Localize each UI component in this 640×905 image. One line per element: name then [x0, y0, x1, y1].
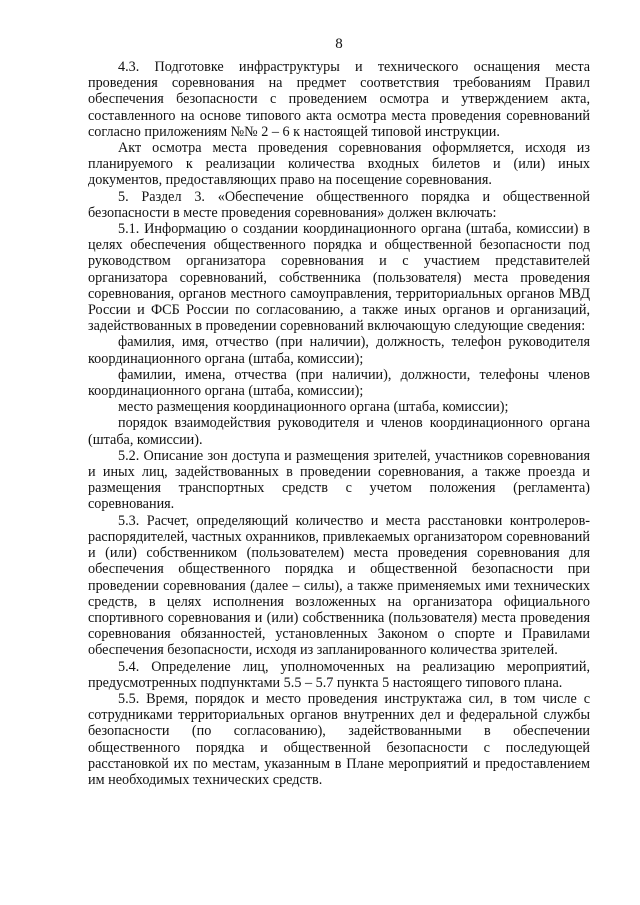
paragraph-inspection-act: Акт осмотра места проведения соревнования оформляется, исходя из планируемого к реализации количества входных билетов и (или) иных документов, предоставляющих право на посещение соревнования. — [88, 140, 590, 189]
paragraph-5: 5. Раздел 3. «Обеспечение общественного порядка и общественной безопасности в месте проведения соревнования» должен включать: — [88, 188, 590, 221]
paragraph-5-5: 5.5. Время, порядок и место проведения инструктажа сил, в том числе с сотрудниками территориальных органов внутренних дел и федеральной службы безопасности (по согласованию), задействованными в обеспечении общественного порядка и общественной безопасности с последующей расстановкой их по местам, указанным в Плане мероприятий и предоставлением им необходимых технических средств. — [88, 690, 590, 788]
paragraph-members-info: фамилии, имена, отчества (при наличии), должности, телефоны членов координационного органа (штаба, комиссии); — [88, 366, 590, 400]
paragraph-5-2: 5.2. Описание зон доступа и размещения зрителей, участников соревнования и иных лиц, задействованных в проведении соревнования, а также проезда и размещения транспортных средств с учетом положения (регламента) соревнования. — [88, 447, 590, 513]
paragraph-interaction: порядок взаимодействия руководителя и членов координационного органа (штаба, комиссии). — [88, 415, 590, 448]
page-number: 8 — [335, 36, 343, 52]
paragraph-5-1: 5.1. Информацию о создании координационного органа (штаба, комиссии) в целях обеспечения общественного порядка и общественной безопасности под руководством организатора соревнования и с участием представителей организатора соревнований, собственника (пользователя) места проведения соревнования, органов местного самоуправления, территориальных органов МВД России и ФСБ России по согласованию, а также иных органов и организаций, задействованных в проведении соревнований включающую следующие сведения: — [88, 221, 590, 335]
paragraph-5-3: 5.3. Расчет, определяющий количество и места расстановки контролеров-распорядителей, частных охранников, привлекаемых организатором соревнований и (или) собственником (пользователем) места проведения соревнования для обеспечения общественного порядка и общественной безопасности при проведении соревнования (далее – силы), а также применяемых ими технических средств, в целях исполнения возложенных на организатора официального спортивного соревнования и (или) собственника (пользователя) места проведения соревнования обязанностей, установленных Законом о спорте и Правилами обеспечения безопасности, исходя из запланированного количества зрителей. — [88, 512, 590, 659]
paragraph-head-info: фамилия, имя, отчество (при наличии), должность, телефон руководителя координационного органа (штаба, комиссии); — [88, 334, 590, 367]
paragraph-4-3: 4.3. Подготовке инфраструктуры и технического оснащения места проведения соревнования на предмет соответствия требованиям Правил обеспечения безопасности с проведением осмотра и утверждением акта, составленного на основе типового акта осмотра места проведения соревнований согласно приложениям №№ 2 – 6 к настоящей типовой инструкции. — [88, 59, 590, 140]
paragraph-5-4: 5.4. Определение лиц, уполномоченных на реализацию мероприятий, предусмотренных подпунктами 5.5 – 5.7 пункта 5 настоящего типового плана. — [88, 658, 590, 691]
paragraph-location: место размещения координационного органа (штаба, комиссии); — [118, 399, 509, 416]
